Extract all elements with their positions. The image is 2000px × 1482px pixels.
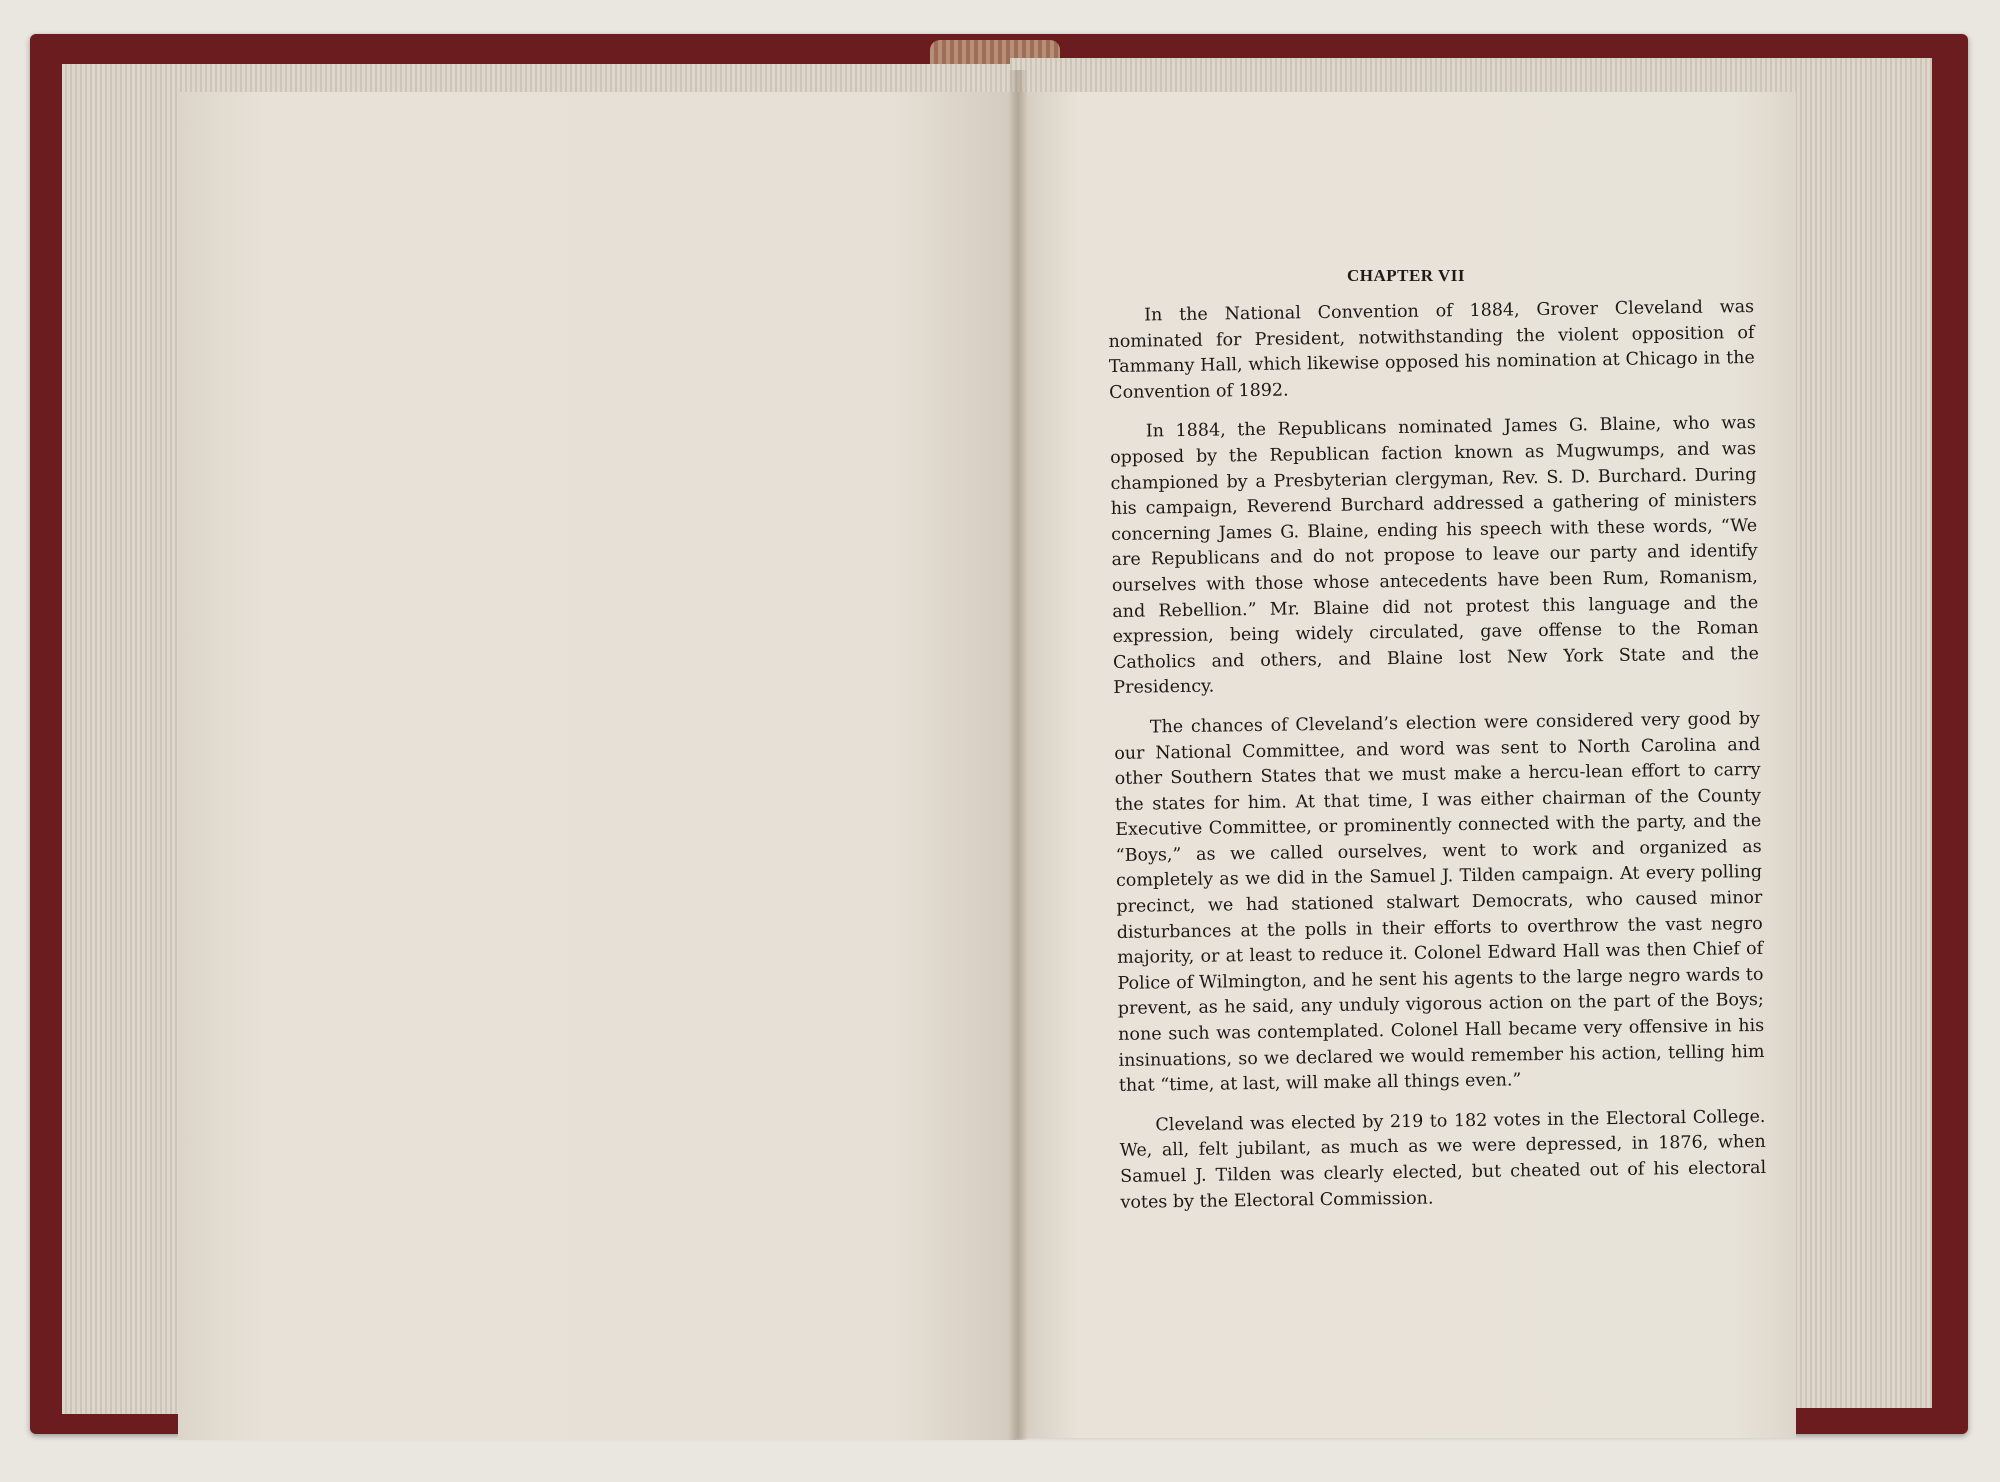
paragraph-4: Cleveland was elected by 219 to 182 votes in the Electoral College. We, all, felt jubilant, as much as we were depressed, in 1876, when Samuel J. Tilden was clearly elected, but cheated out of his electoral votes by the Electoral Commission. [1119, 1106, 1767, 1213]
paragraph-1: In the National Convention of 1884, Grover Cleveland was nominated for President, notwithstanding the violent opposition of Tammany Hall, which likewise opposed his nomination at Chicago in the Convention of 1892. [1108, 296, 1755, 403]
left-page [178, 92, 1018, 1440]
paragraph-2: In 1884, the Republicans nominated James G. Blaine, who was opposed by the Republican faction known as Mugwumps, and was championed by a Presbyterian clergyman, Rev. S. D. Burchard. During his campaign, Reverend Burchard addressed a gathering of ministers concerning James G. Blaine, ending his speech with these words, “We are Republicans and do not propose to leave our party and identify ourselves with those whose antecedents have been Rum, Romanism, and Rebellion.” Mr. Blaine did not protest this language and the expression, being widely circulated, gave offense to the Roman Catholics and others, and Blaine lost New York State and the Presidency. [1110, 413, 1760, 699]
chapter-heading: CHAPTER VII [1346, 266, 1466, 285]
right-page-text [1108, 295, 1767, 1230]
paragraph-3: The chances of Cleveland’s election were considered very good by our National Committee, and word was sent to North Carolina and other Southern States that we must make a hercu-lean effort to carry the states for him. At that time, I was either chairman of the County Executive Committee, or prominently connected with the party, and the “Boys,” as we called ourselves, went to work and organized as completely as we did in the Samuel J. Tilden campaign. At every polling precinct, we had stationed stalwart Democrats, who caused minor disturbances at the polls in their efforts to overthrow the vast negro majority, or at least to reduce it. Colonel Edward Hall was then Chief of Police of Wilmington, and he sent his agents to the large negro wards to prevent, as he said, any unduly vigorous action on the part of the Boys; none such was contemplated. Colonel Hall became very offensive in his insinuations, so we declared we would remember his action, telling him that “time, at last, will make all things even.” [1114, 708, 1765, 1097]
